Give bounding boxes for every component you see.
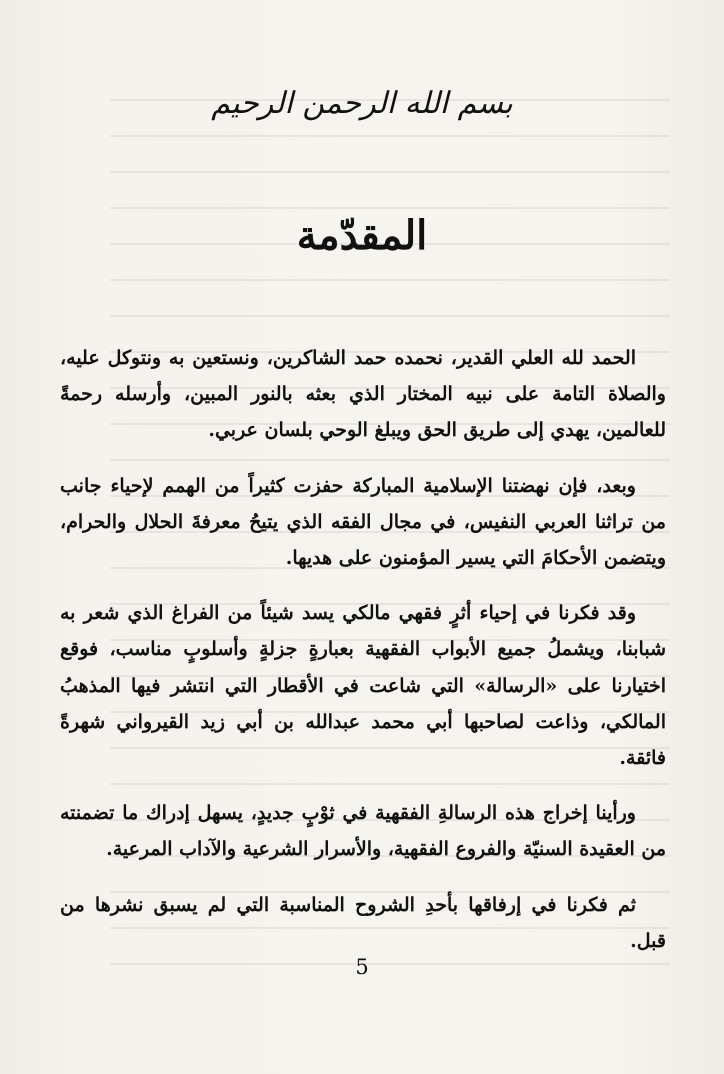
page-title: المقدّمة [296, 212, 428, 259]
body-text [60, 340, 666, 978]
paragraph-3: وقد فكرنا في إحياء أثرٍ فقهي مالكي يسد شيئاً من الفراغ الذي شعر به شبابنا، ويشملُ جميع الأبواب الفقهية بعبارةٍ جزلةٍ وأسلوبٍ مناسب، فوقع اختيارنا على «الرسالة» التي شاعت في الأقطار التي انتشر فيها المذهبُ المالكي، وذاعت لصاحبها أبي محمد عبدالله بن أبي زيد القيرواني شهرةً فائقة. [60, 602, 666, 770]
paragraph-4: ورأينا إخراج هذه الرسالةِ الفقهية في ثوْبٍ جديدٍ، يسهل إدراك ما تضمنته من العقيدة السنيّة والفروع الفقهية، والأسرار الشرعية والآداب المرعية. [60, 802, 666, 861]
paragraph-1: الحمد لله العلي القدير، نحمده حمد الشاكرين، ونستعين به ونتوكل عليه، والصلاة التامة على نبيه المختار الذي بعثه بالنور المبين، وأرسله رحمةً للعالمين، يهدي إلى طريق الحق ويبلغ الوحي بلسان عربي. [60, 347, 666, 442]
paragraph-5: ثم فكرنا في إرفاقها بأحدِ الشروح المناسبة التي لم يسبق نشرها من قبل. [60, 893, 666, 952]
page-number: 5 [355, 955, 369, 979]
basmala: بسم الله الرحمن الرحيم [211, 86, 513, 121]
paragraph-2: وبعد، فإن نهضتنا الإسلامية المباركة حفزت كثيراً من الهمم لإحياء جانب من تراثنا العربي النفيس، في مجال الفقه الذي يتيحُ معرفةَ الحلال والحرام، ويتضمن الأحكامَ التي يسير المؤمنون على هديها. [60, 474, 666, 570]
